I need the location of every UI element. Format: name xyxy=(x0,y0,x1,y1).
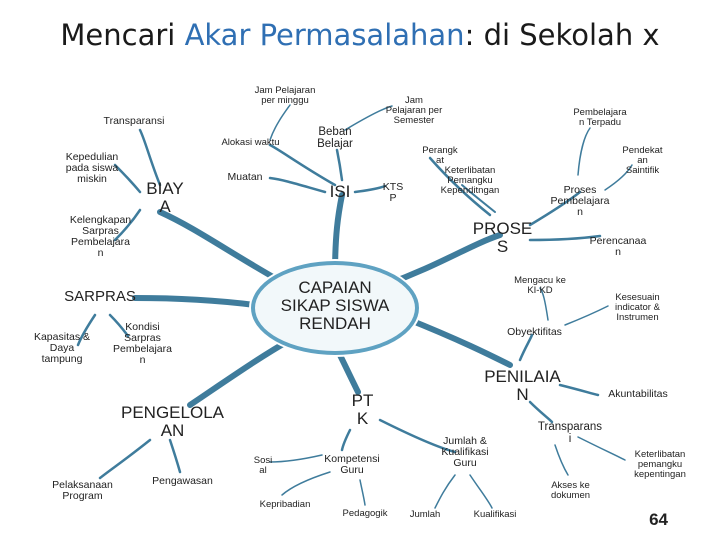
biaya-kelengkapan-label: Kelengkapan Sarpras Pembelajara n xyxy=(69,214,132,260)
proses-branch-label: PROSE S xyxy=(472,219,533,256)
title-suffix: : di Sekolah x xyxy=(464,18,660,52)
ptk-kompetensi-label: Kompetensi Guru xyxy=(324,453,380,477)
title-prefix: Mencari xyxy=(60,18,185,52)
penilaian-akuntabilitas-label: Akuntabilitas xyxy=(608,388,668,400)
proses-keterlibatan-label: Keterlibatan Pemangku Kependitngan xyxy=(440,165,500,196)
branch-pembelajaran-terpadu xyxy=(578,128,590,175)
penilaian-transparansi-label: Transparans i xyxy=(537,421,603,446)
penilaian-branch-label: PENILAIA N xyxy=(484,367,561,404)
pengelolaan-pelaksanaan-label: Pelaksanaan Program xyxy=(52,479,113,503)
biaya-kepedulian-label: Kepedulian pada siswa miskin xyxy=(65,151,119,186)
branch-obyektifitas-kesesuaian xyxy=(565,306,608,325)
branch-alokasi-jam-minggu xyxy=(270,105,290,140)
branch-pengelolaan-pengawasan xyxy=(170,440,180,472)
penilaian-obyektifitas-label: Obyektifitas xyxy=(507,326,562,338)
isi-beban-label: Beban Belajar xyxy=(317,126,353,151)
branch-center-sarpras xyxy=(135,298,255,305)
branch-kompetensi-pedagogik xyxy=(360,480,365,505)
proses-pendekatan-label: Pendekat an Saintifik xyxy=(622,145,663,176)
branch-isi-beban xyxy=(337,150,342,180)
pengelolaan-pengawasan-label: Pengawasan xyxy=(152,475,213,487)
ptk-kepribadian-label: Kepribadian xyxy=(259,499,311,510)
branch-ptk-kompetensi xyxy=(342,430,350,450)
sarpras-kondisi-label: Kondisi Sarpras Pembelajara n xyxy=(113,321,172,367)
ptk-sosial-label: Sosi al xyxy=(253,455,273,476)
isi-alokasi-label: Alokasi waktu xyxy=(221,137,280,148)
penilaian-keterlibatan-label: Keterlibatan pemangku kepentingan xyxy=(634,449,686,480)
penilaian-akses-label: Akses ke dokumen xyxy=(550,480,591,501)
proses-perencanaan-label: Perencanaa n xyxy=(589,235,647,259)
isi-branch-label: ISI xyxy=(329,182,351,201)
sarpras-branch-label: SARPRAS xyxy=(64,288,136,305)
branch-transparansi-akses xyxy=(555,445,568,475)
branch-center-penilaian xyxy=(405,318,510,365)
ptk-branch-label: PT K xyxy=(351,391,374,428)
proses-pembelajaran-label: Proses Pembelajara n xyxy=(550,184,610,219)
branch-penilaian-obyektifitas xyxy=(520,335,532,360)
penilaian-mengacu-label: Mengacu ke KI-KD xyxy=(514,275,566,296)
isi-muatan-label: Muatan xyxy=(227,171,263,183)
isi-ktsp-label: KTS P xyxy=(382,181,404,205)
title-accent: Akar Permasalahan xyxy=(184,18,465,52)
branch-jumlah-kualifikasi-jumlah xyxy=(435,475,455,508)
pengelolaan-branch-label: PENGELOLA AN xyxy=(121,403,224,440)
sarpras-kapasitas-label: Kapasitas & Daya tampung xyxy=(33,331,91,366)
ptk-jumlah-label: Jumlah xyxy=(409,509,441,520)
page-number: 64 xyxy=(649,510,668,529)
penilaian-kesesuaian-label: Kesesuain indicator & Instrumen xyxy=(615,292,660,323)
isi-jam-minggu-label: Jam Pelajaran per minggu xyxy=(254,85,316,106)
center-label: CAPAIAN SIKAP SISWA RENDAH xyxy=(280,278,390,333)
ptk-pedagogik-label: Pedagogik xyxy=(342,508,388,519)
branch-center-pengelolaan xyxy=(190,340,290,405)
ptk-kualifikasi-label: Kualifikasi xyxy=(473,509,517,520)
biaya-transparansi-label: Transparansi xyxy=(103,115,165,127)
proses-terpadu-label: Pembelajara n Terpadu xyxy=(573,107,627,128)
branch-pengelolaan-pelaksanaan xyxy=(100,440,150,478)
branch-biaya-transparansi xyxy=(140,130,160,185)
ptk-jumlah-kualifikasi-label: Jumlah & Kualifikasi Guru xyxy=(441,435,489,470)
isi-jam-semester-label: Jam Pelajaran per Semester xyxy=(385,95,443,126)
branch-penilaian-transparansi xyxy=(530,402,552,422)
biaya-branch-label: BIAY A xyxy=(146,179,184,216)
proses-perangkat-label: Perangk at xyxy=(422,145,458,166)
branch-jumlah-kualifikasi-kualifikasi xyxy=(470,475,492,508)
